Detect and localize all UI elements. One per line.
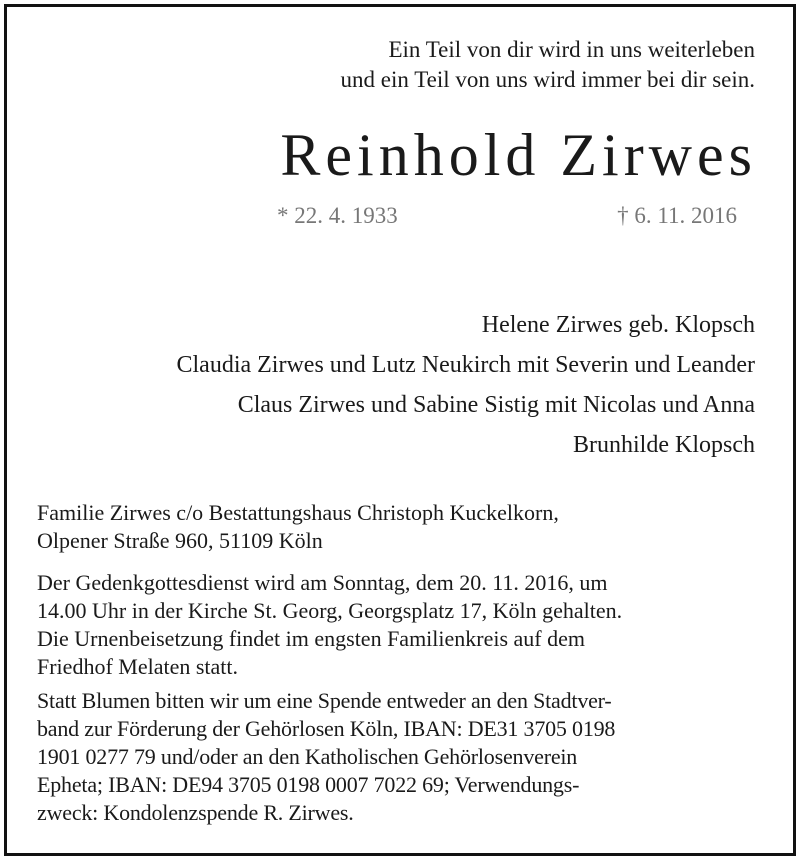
birth-date: * 22. 4. 1933 — [277, 203, 398, 228]
mourners-list — [177, 305, 756, 465]
service-line: Die Urnenbeisetzung findet im engsten Familienkreis auf dem — [37, 626, 586, 651]
mourner-line: Claudia Zirwes und Lutz Neukirch mit Severin und Leander — [176, 352, 755, 378]
deceased-name: Reinhold Zirwes — [280, 122, 757, 188]
obituary-notice — [4, 4, 796, 856]
service-line: 14.00 Uhr in der Kirche St. Georg, Georgsplatz 17, Köln gehalten. — [37, 598, 623, 623]
donation-line: 1901 0277 79 und/oder an den Katholischen Gehörlosenverein — [37, 744, 578, 769]
mourner-line: Helene Zirwes geb. Klopsch — [481, 312, 755, 338]
motto-quote — [341, 35, 755, 95]
service-line: Der Gedenkgottesdienst wird am Sonntag, dem 20. 11. 2016, um — [37, 570, 608, 595]
motto-line-2: und ein Teil von uns wird immer bei dir sein. — [340, 67, 755, 92]
mourner-line: Claus Zirwes und Sabine Sistig mit Nicolas und Anna — [237, 392, 755, 418]
service-line: Friedhof Melaten statt. — [37, 654, 239, 679]
donation-line: Statt Blumen bitten wir um eine Spende entweder an den Stadtver- — [37, 688, 612, 713]
contact-address — [37, 499, 765, 555]
donation-request — [37, 687, 765, 827]
contact-line: Olpener Straße 960, 51109 Köln — [37, 528, 323, 553]
death-date: † 6. 11. 2016 — [617, 203, 737, 228]
donation-line: zweck: Kondolenzspende R. Zirwes. — [37, 800, 354, 825]
donation-line: band zur Förderung der Gehörlosen Köln, IBAN: DE31 3705 0198 — [37, 716, 616, 741]
motto-line-1: Ein Teil von dir wird in uns weiterleben — [388, 37, 755, 62]
mourner-line: Brunhilde Klopsch — [573, 432, 755, 458]
contact-line: Familie Zirwes c/o Bestattungshaus Christoph Kuckelkorn, — [37, 500, 559, 525]
donation-line: Epheta; IBAN: DE94 3705 0198 0007 7022 69; Verwendungs- — [37, 772, 580, 797]
memorial-service-info — [37, 569, 765, 681]
